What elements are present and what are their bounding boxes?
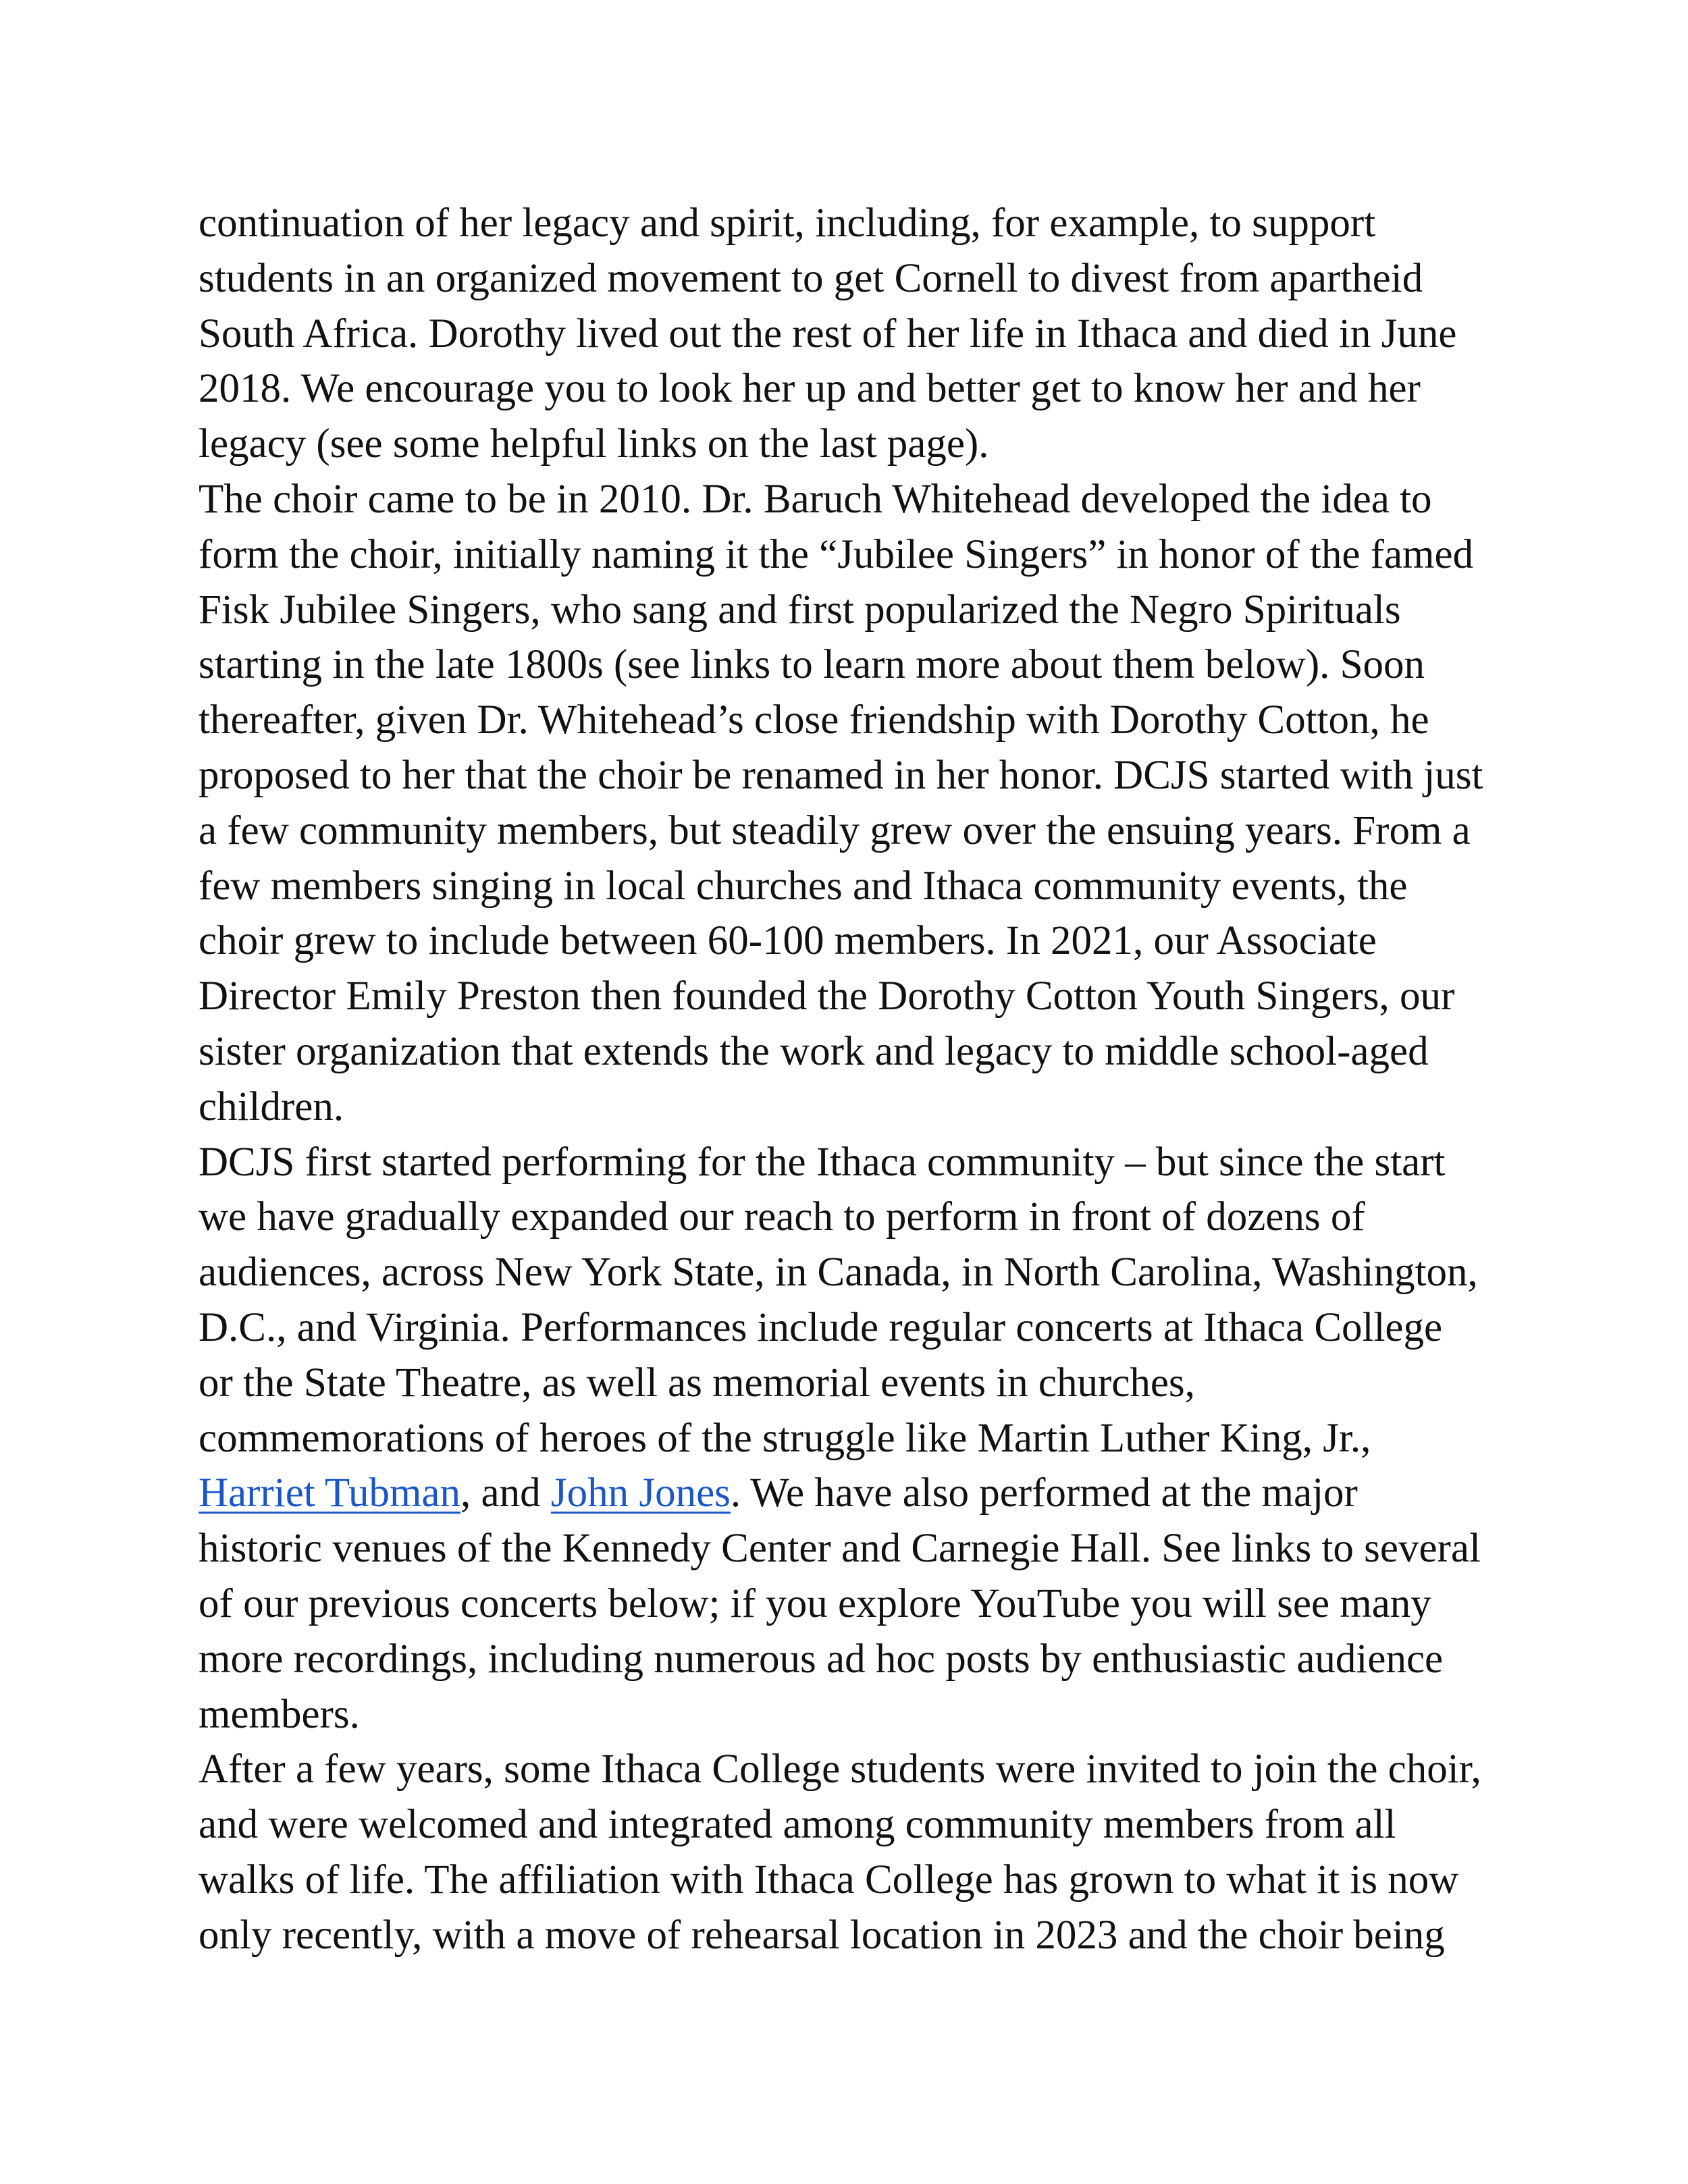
link-text-line xyxy=(199,1466,1502,1521)
text-line: walks of life. The affiliation with Ithaca College has grown to what it is now xyxy=(199,1857,1459,1902)
text-line: few members singing in local churches and Ithaca community events, the xyxy=(199,863,1408,909)
text-line: children. xyxy=(199,1084,344,1129)
text-line: Fisk Jubilee Singers, who sang and first popularized the Negro Spirituals xyxy=(199,587,1401,633)
text-line: audiences, across New York State, in Canada, in North Carolina, Washington, xyxy=(199,1250,1478,1296)
link-separator-text: , and xyxy=(460,1470,551,1516)
text-line: form the choir, initially naming it the “Jubilee Singers” in honor of the famed xyxy=(199,531,1474,577)
text-line: The choir came to be in 2010. Dr. Baruch Whitehead developed the idea to xyxy=(199,476,1432,522)
text-line: students in an organized movement to get Cornell to divest from apartheid xyxy=(199,255,1423,301)
text-line: choir grew to include between 60-100 members. In 2021, our Associate xyxy=(199,918,1377,964)
text-line: starting in the late 1800s (see links to learn more about them below). Soon xyxy=(199,642,1425,688)
text-line: South Africa. Dorothy lived out the rest of her life in Ithaca and died in June xyxy=(199,311,1457,356)
text-line: and were welcomed and integrated among community members from all xyxy=(199,1802,1396,1848)
text-line: commemorations of heroes of the struggle like Martin Luther King, Jr., xyxy=(199,1415,1371,1461)
text-line: historic venues of the Kennedy Center and Carnegie Hall. See links to several xyxy=(199,1526,1481,1572)
text-line: D.C., and Virginia. Performances include regular concerts at Ithaca College xyxy=(199,1304,1443,1350)
text-line: sister organization that extends the work and legacy to middle school-aged xyxy=(199,1028,1429,1074)
text-line: After a few years, some Ithaca College students were invited to join the choir, xyxy=(199,1747,1481,1792)
text-line: Director Emily Preston then founded the Dorothy Cotton Youth Singers, our xyxy=(199,974,1455,1019)
text-line: DCJS first started performing for the Ithaca community – but since the start xyxy=(199,1139,1446,1185)
link-line-rest-text: . We have also performed at the major xyxy=(730,1470,1358,1516)
text-line: 2018. We encourage you to look her up and better get to know her and her xyxy=(199,366,1421,412)
body-text xyxy=(199,196,1502,1963)
text-line: a few community members, but steadily grew over the ensuing years. From a xyxy=(199,807,1471,853)
text-line: proposed to her that the choir be renamed in her honor. DCJS started with just xyxy=(199,752,1483,798)
text-line: we have gradually expanded our reach to perform in front of dozens of xyxy=(199,1194,1365,1240)
harriet-tubman-link[interactable]: Harriet Tubman xyxy=(199,1470,461,1516)
text-line: thereafter, given Dr. Whitehead’s close friendship with Dorothy Cotton, he xyxy=(199,697,1429,743)
text-line: members. xyxy=(199,1691,360,1737)
text-line: legacy (see some helpful links on the last page). xyxy=(199,421,989,467)
text-line: more recordings, including numerous ad hoc posts by enthusiastic audience xyxy=(199,1636,1444,1682)
text-line: only recently, with a move of rehearsal location in 2023 and the choir being xyxy=(199,1912,1445,1958)
text-line: continuation of her legacy and spirit, including, for example, to support xyxy=(199,201,1376,246)
text-line: or the State Theatre, as well as memorial events in churches, xyxy=(199,1360,1195,1406)
text-line: of our previous concerts below; if you explore YouTube you will see many xyxy=(199,1580,1431,1626)
john-jones-link[interactable]: John Jones xyxy=(550,1470,731,1516)
